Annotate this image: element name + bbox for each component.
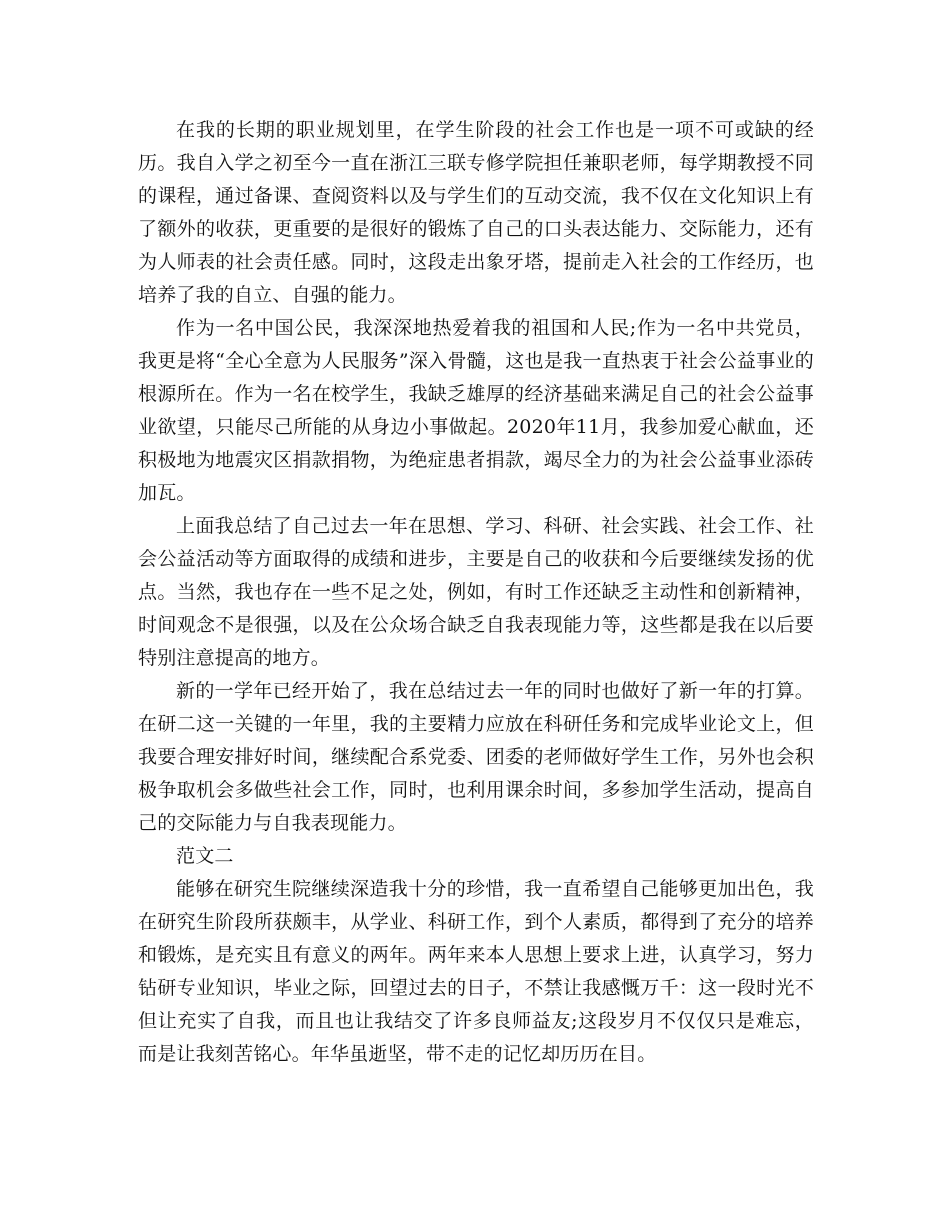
section-heading: 范文二 [176, 845, 234, 867]
paragraph-public-welfare: 作为一名中国公民，我深深地热爱着我的祖国和人民;作为一名中共党员，我更是将“全心全意为人民服务”深入骨髓，这也是我一直热衷于社会公益事业的根源所在。作为一名在校学生，我缺乏雄厚的经济基础来满足自己的社会公益事业欲望，只能尽己所能的从身边小事做起。2020年11月，我参加爱心献血，还积极地为地震灾区捐款捐物，为绝症患者捐款，竭尽全力的为社会公益事业添砖加瓦。 [138, 317, 814, 504]
paragraph-career-social-work: 在我的长期的职业规划里，在学生阶段的社会工作也是一项不可或缺的经历。我自入学之初至今一直在浙江三联专修学院担任兼职老师，每学期教授不同的课程，通过备课、查阅资料以及与学生们的互动交流，我不仅在文化知识上有了额外的收获，更重要的是很好的锻炼了自己的口头表达能力、交际能力，还有为人师表的社会责任感。同时，这段走出象牙塔，提前走入社会的工作经历，也培养了我的自立、自强的能力。 [138, 119, 814, 306]
document-body [138, 114, 814, 1071]
paragraph-new-year-plan: 新的一学年已经开始了，我在总结过去一年的同时也做好了新一年的打算。在研二这一关键的一年里，我的主要精力应放在科研任务和完成毕业论文上，但我要合理安排好时间，继续配合系党委、团委的老师做好学生工作，另外也会积极争取机会多做些社会工作，同时，也利用课余时间，多参加学生活动，提高自己的交际能力与自我表现能力。 [138, 680, 814, 834]
paragraph-summary-shortcomings: 上面我总结了自己过去一年在思想、学习、科研、社会实践、社会工作、社会公益活动等方面取得的成绩和进步，主要是自己的收获和今后要继续发扬的优点。当然，我也存在一些不足之处，例如，有时工作还缺乏主动性和创新精神，时间观念不是很强，以及在公众场合缺乏自我表现能力等，这些都是我在以后要特别注意提高的地方。 [138, 515, 814, 669]
paragraph-graduate-study: 能够在研究生院继续深造我十分的珍惜，我一直希望自己能够更加出色，我在研究生阶段所获颇丰，从学业、科研工作，到个人素质，都得到了充分的培养和锻炼，是充实且有意义的两年。两年来本人思想上要求上进，认真学习，努力钻研专业知识，毕业之际，回望过去的日子，不禁让我感慨万千：这一段时光不但让充实了自我，而且也让我结交了许多良师益友;这段岁月不仅仅只是难忘，而是让我刻苦铭心。年华虽逝坚，带不走的记忆却历历在目。 [138, 878, 814, 1065]
